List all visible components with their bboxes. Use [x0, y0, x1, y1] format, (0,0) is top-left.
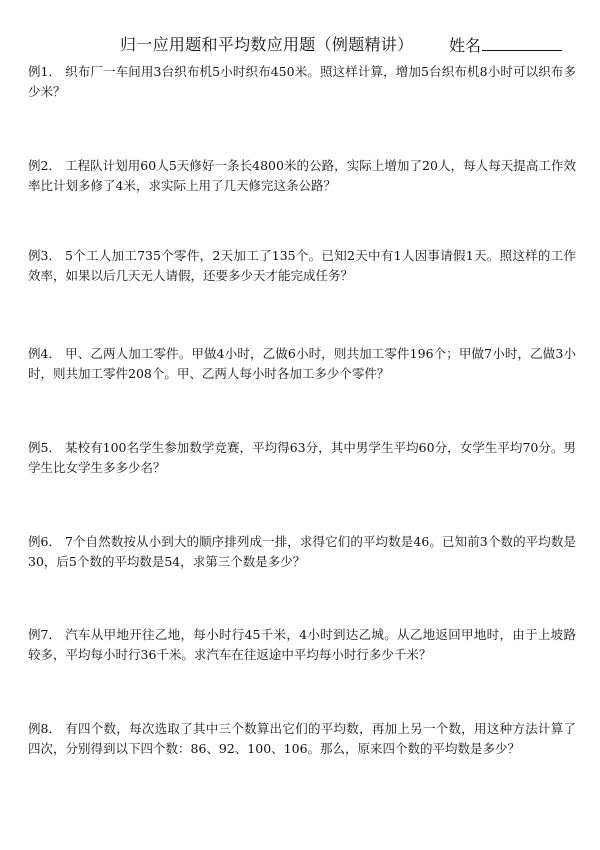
- problem-text: 有四个数，每次选取了其中三个数算出它们的平均数，再加上另一个数，用这种方法计算了四次，分别得到以下四个数：86、92、100、106。那么，原来四个数的平均数是多少？: [28, 721, 576, 756]
- problem-label: 例4．: [28, 346, 61, 361]
- worksheet-title: 归一应用题和平均数应用题（例题精讲）: [120, 35, 414, 54]
- problem-label: 例1．: [28, 64, 61, 79]
- problem-5: [28, 438, 576, 478]
- worksheet-header: [0, 34, 600, 58]
- name-blank-line[interactable]: [482, 34, 562, 51]
- problem-label: 例6．: [28, 534, 61, 549]
- problem-label: 例8．: [28, 721, 61, 736]
- problem-8: [28, 719, 576, 759]
- problem-label: 例7．: [28, 627, 61, 642]
- problem-label: 例5．: [28, 440, 61, 455]
- problem-4: [28, 344, 576, 384]
- problem-1: [28, 62, 576, 102]
- name-field[interactable]: [449, 34, 562, 57]
- problem-6: [28, 532, 576, 572]
- problem-3: [28, 246, 576, 286]
- problem-text: 5个工人加工735个零件，2天加工了135个。已知2天中有1人因事请假1天。照这样的工作效率，如果以后几天无人请假，还要多少天才能完成任务？: [28, 248, 576, 283]
- problem-7: [28, 625, 576, 665]
- problem-text: 汽车从甲地开往乙地，每小时行45千米，4小时到达乙城。从乙地返回甲地时，由于上坡路较多，平均每小时行36千米。求汽车在往返途中平均每小时行多少千米？: [28, 627, 576, 662]
- problem-label: 例3．: [28, 248, 61, 263]
- name-label: 姓名: [449, 36, 482, 55]
- problem-label: 例2．: [28, 158, 61, 173]
- problem-text: 某校有100名学生参加数学竞赛，平均得63分，其中男学生平均60分，女学生平均70分。男学生比女学生多多少名？: [28, 440, 576, 475]
- problem-text: 织布厂一车间用3台织布机5小时织布450米。照这样计算，增加5台织布机8小时可以织布多少米？: [28, 64, 576, 99]
- problem-2: [28, 156, 576, 196]
- problem-text: 甲、乙两人加工零件。甲做4小时，乙做6小时，则共加工零件196个；甲做7小时，乙做3小时，则共加工零件208个。甲、乙两人每小时各加工多少个零件？: [28, 346, 576, 381]
- problem-text: 工程队计划用60人5天修好一条长4800米的公路，实际上增加了20人，每人每天提高工作效率比计划多修了4米，求实际上用了几天修完这条公路？: [28, 158, 576, 193]
- problem-text: 7个自然数按从小到大的顺序排列成一排，求得它们的平均数是46。已知前3个数的平均数是30，后5个数的平均数是54，求第三个数是多少？: [28, 534, 576, 569]
